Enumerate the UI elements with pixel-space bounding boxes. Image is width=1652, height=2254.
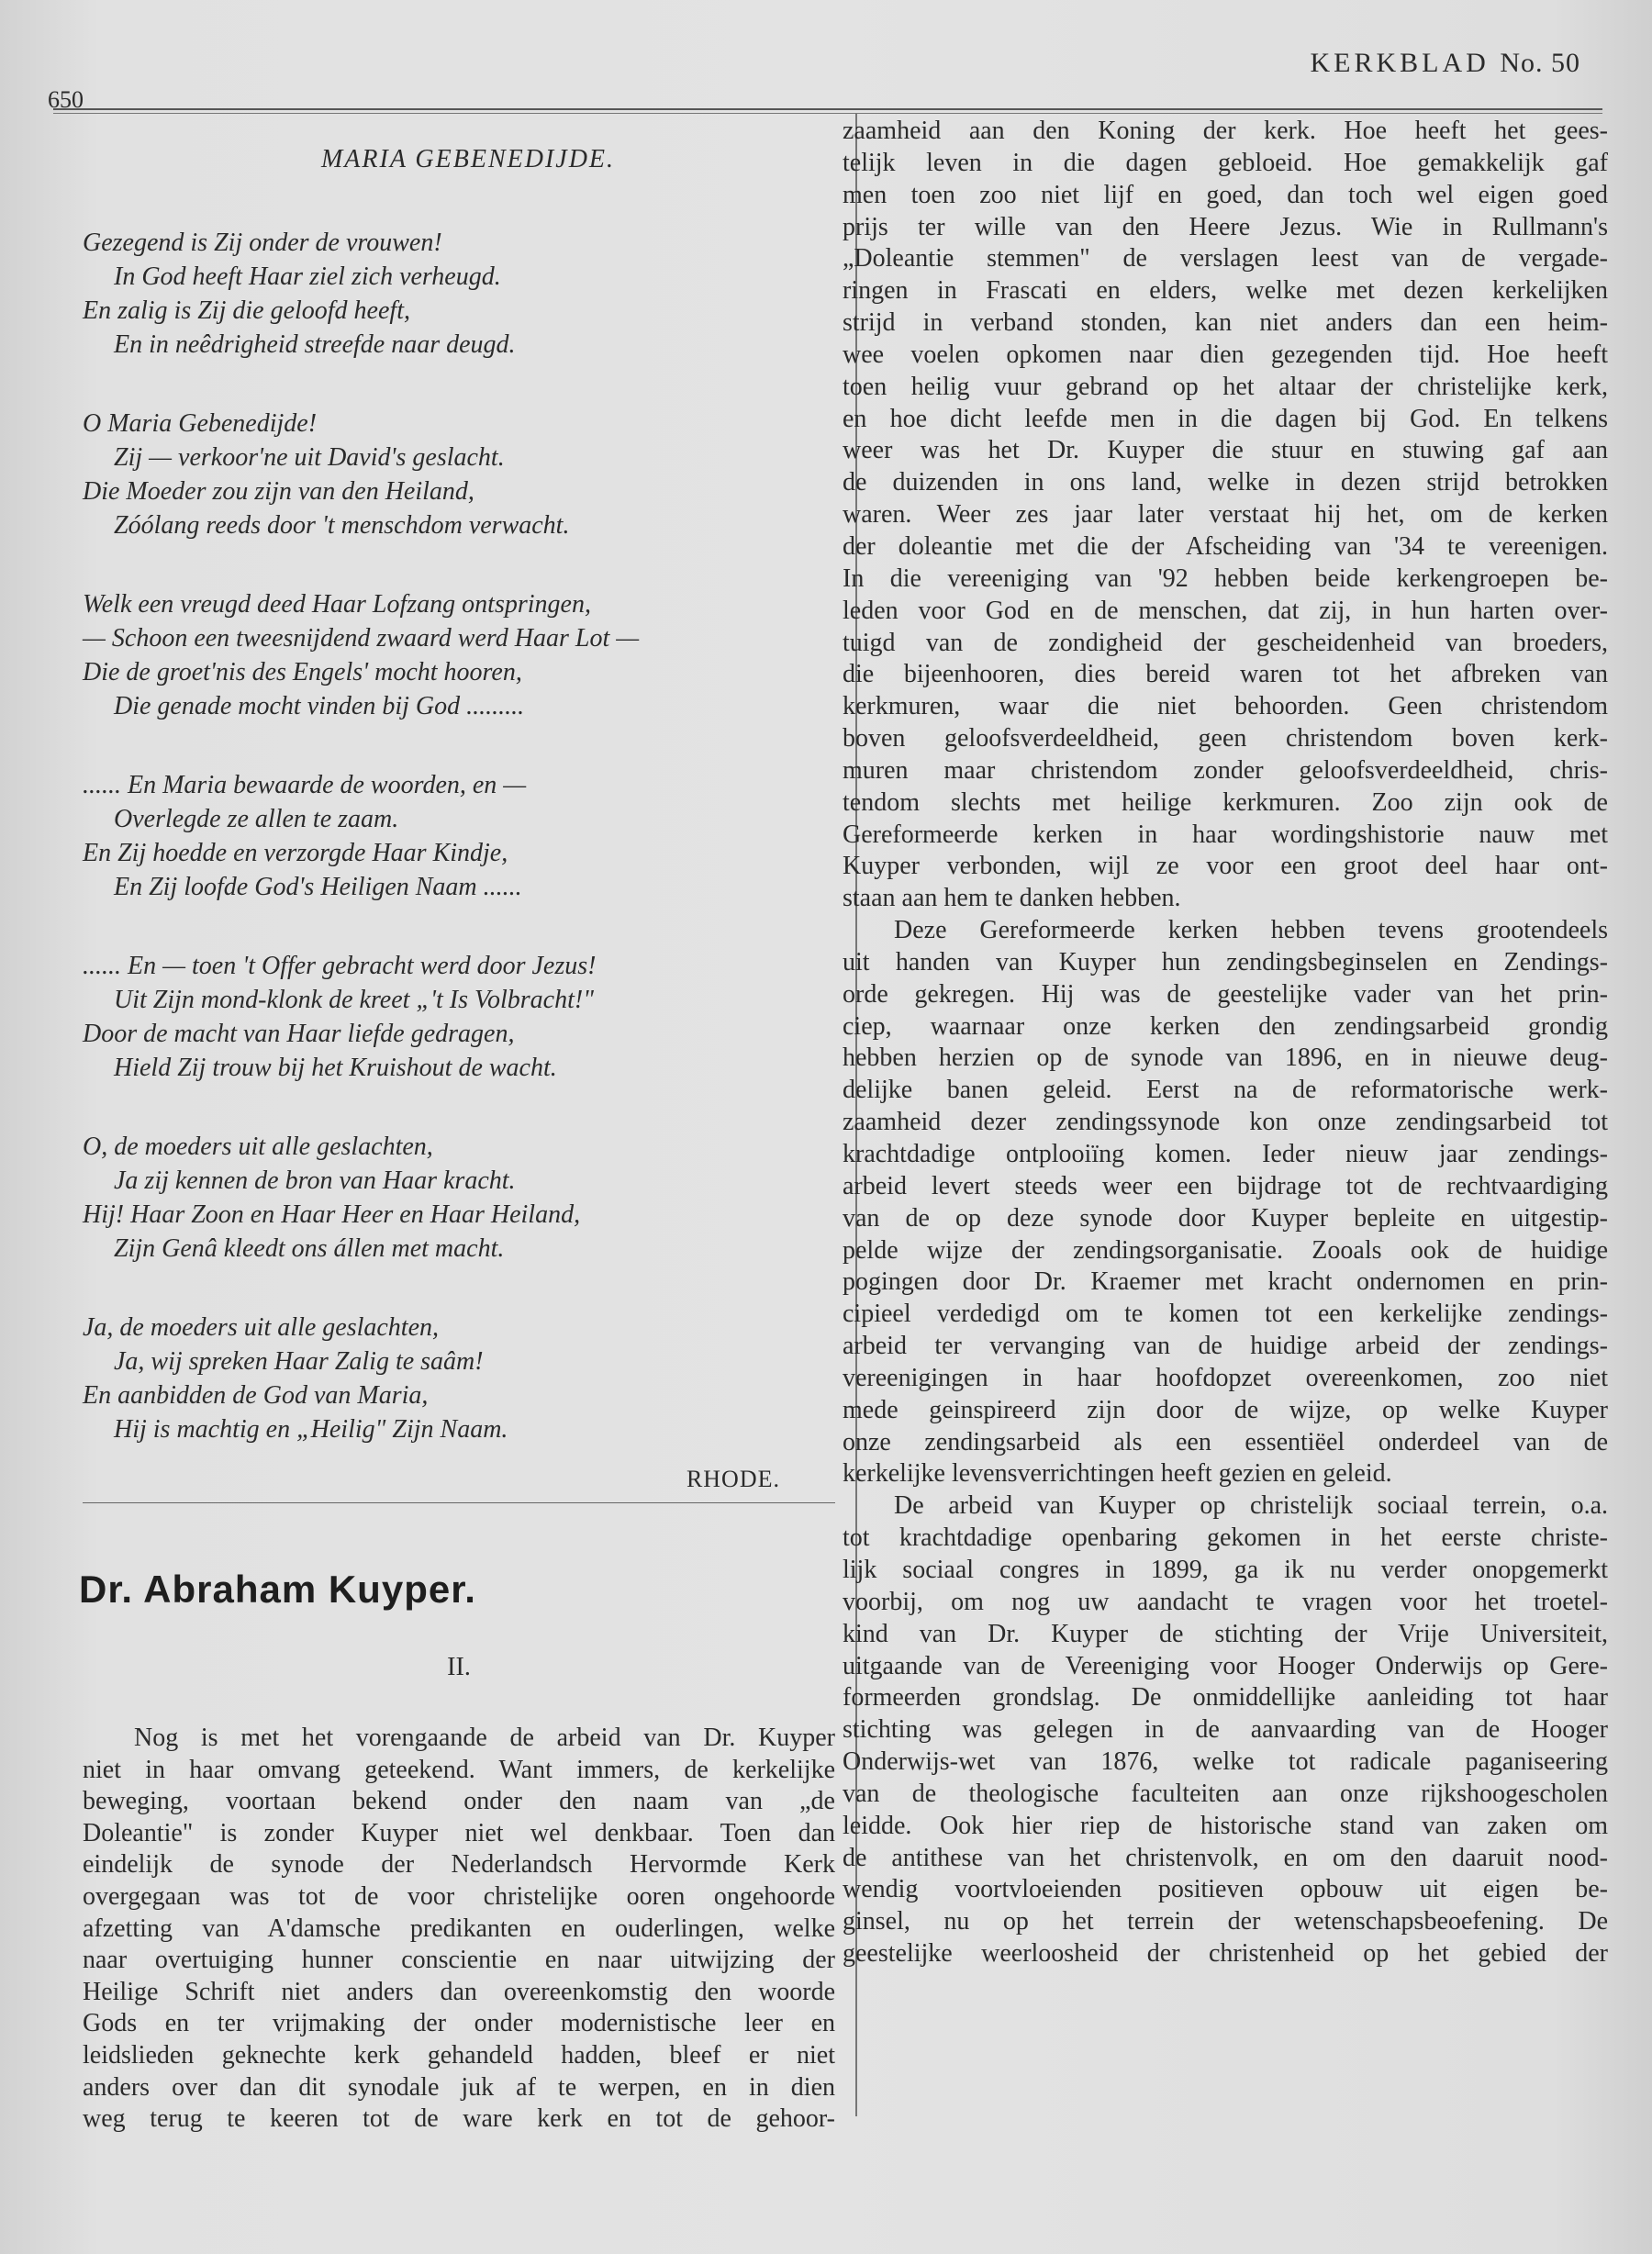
poem-line: Ja, de moeders uit alle geslachten, [83,1313,440,1342]
text-line: arbeid ter vervanging van de huidige arbeid der zendings- [843,1332,1608,1361]
text-line: de antithese van het christenvolk, en om den daaruit nood- [843,1843,1608,1872]
text-line: en hoe dicht leefde men in die dagen bij God. En telkens [843,404,1608,433]
text-line: weg terug te keeren tot de ware kerk en tot de gehoor- [83,2104,835,2134]
stanza [83,226,835,362]
text-line: tuigd van de zondigheid der gescheidenheid van broeders, [843,628,1608,657]
poem-line: Hij! Haar Zoon en Haar Heer en Haar Heiland, [83,1200,581,1229]
poem [83,226,835,1446]
issue-number: No. 50 [1500,48,1580,78]
poem-line: O Maria Gebenedijde! [83,409,318,438]
text-line: uit handen van Kuyper hun zendingsbeginselen en Zendings- [843,947,1608,976]
text-line: In die vereeniging van '92 hebben beide kerkengroepen be- [843,564,1608,593]
stanza [83,768,835,904]
poem-line: Hield Zij trouw bij het Kruishout de wacht. [114,1054,557,1082]
text-line: ringen in Frascati en elders, welke met dezen kerkelijken [843,276,1608,306]
poem-line: ...... En Maria bewaarde de woorden, en — [83,771,527,799]
text-line: leidslieden geknechte kerk gehandeld hadden, bleef er niet [83,2040,835,2070]
poem-line: En Zij hoedde en verzorgde Haar Kindje, [83,839,508,867]
poem-line: En in neêdrigheid streefde naar deugd. [114,330,516,359]
text-line: Heilige Schrift niet anders dan overeenkomstig den woorde [83,1977,835,2006]
text-line: zaamheid dezer zendingssynode kon onze zendingsarbeid tot [843,1108,1608,1137]
text-line: men toen zoo niet lijf en goed, dan toch wel eigen goed [843,180,1608,209]
text-line: wendig voortvloeienden positieven opbouw uit eigen be- [843,1875,1608,1904]
text-line: arbeid levert steeds weer een bijdrage tot de rechtvaardiging [843,1171,1608,1200]
text-line: telijk leven in die dagen gebloeid. Hoe gemakkelijk gaf [843,148,1608,177]
section-separator [83,1502,835,1503]
poem-line: En Zij loofde God's Heiligen Naam ...... [114,873,522,901]
poem-line: Ja, wij spreken Haar Zalig te saâm! [114,1347,484,1376]
text-line: naar overtuiging hunner conscientie en naar uitwijzing der [83,1946,835,1975]
text-line: De arbeid van Kuyper op christelijk sociaal terrein, o.a. [894,1491,1608,1521]
text-line: kerkmuren, waar die niet behoorden. Geen christendom [843,692,1608,721]
poem-line: Zij — verkoor'ne uit David's geslacht. [114,443,505,472]
text-line: vereenigingen in haar hoofdopzet overeenkomen, zoo niet [843,1363,1608,1392]
poem-title: MARIA GEBENEDIJDE. [320,145,616,173]
poem-line: Ja zij kennen de bron van Haar kracht. [114,1166,516,1195]
poem-line: Hij is machtig en „Heilig" Zijn Naam. [114,1415,508,1444]
text-line: anders over dan dit synodale juk af te werpen, en in dien [83,2072,835,2102]
article-title: Dr. Abraham Kuyper. [79,1568,476,1611]
text-line: beweging, voortaan bekend onder den naam van „de [83,1787,835,1816]
text-line: Nog is met het vorengaande de arbeid van Dr. Kuyper [134,1724,835,1752]
text-line: van de op deze synode door Kuyper bepleite en uitgestip- [843,1203,1608,1233]
text-line: stichting was gelegen in de aanvaarding van de Hooger [843,1715,1608,1745]
text-line: krachtdadige ontplooiïng komen. Ieder nieuw jaar zendings- [843,1140,1608,1168]
text-line: kerkelijke levensverrichtingen heeft gezien en geleid. [843,1459,1392,1489]
text-line: uitgaande van de Vereeniging voor Hooger Onderwijs op Gere- [843,1651,1608,1680]
stanza [83,1311,835,1446]
text-line: waren. Weer zes jaar later verstaat hij het, om de kerken [843,500,1608,530]
poem-line: Zóólang reeds door 't menschdom verwacht. [114,511,570,540]
text-line: tot krachtdadige openbaring gekomen in het eerste christe- [843,1523,1608,1553]
text-line: de duizenden in ons land, welke in dezen strijd betrokken [843,468,1608,497]
poem-line: Door de macht van Haar liefde gedragen, [83,1020,515,1048]
text-line: Kuyper verbonden, wijl ze voor een groot deel haar ont- [843,852,1608,881]
stanza [83,949,835,1085]
text-line: wee voelen opkomen naar dien gezegenden tijd. Hoe heeft [843,340,1608,369]
text-line: overgegaan was tot de voor christelijke ooren ongehoorde [83,1881,835,1911]
text-line: tendom slechts met heilige kerkmuren. Zoo zijn ook de [843,787,1608,817]
text-line: Gereformeerde kerken in haar wordingshistorie nauw met [843,820,1608,849]
text-line: die bijeenhooren, dies bereid waren tot het afbreken van [843,660,1608,689]
text-line: afzetting van A'damsche predikanten en ouderlingen, welke [83,1914,835,1943]
poem-line: O, de moeders uit alle geslachten, [83,1133,433,1161]
text-line: hebben herzien op de synode van 1896, en in nieuwe deug- [843,1043,1608,1073]
text-line: ciep, waarnaar onze kerken den zendingsarbeid grondig [843,1011,1608,1041]
text-line: muren maar christendom zonder geloofsverdeeldheid, chris- [843,755,1608,785]
text-line: orde gekregen. Hij was de geestelijke vader van het prin- [843,979,1608,1009]
text-line: leidde. Ook hier riep de historische stand van zaken om [843,1811,1608,1840]
poem-line: ...... En — toen 't Offer gebracht werd door Jezus! [83,952,597,980]
poem-line: Uit Zijn mond-klonk de kreet „'t Is Volbracht!" [114,986,594,1014]
text-line: boven geloofsverdeeldheid, geen christendom boven kerk- [843,724,1608,753]
poem-line: Overlegde ze allen te zaam. [114,805,399,833]
text-line: kind van Dr. Kuyper de stichting der Vrije Universiteit, [843,1619,1608,1648]
text-line: voorbij, om nog uw aandacht te vragen voor het troetel- [843,1587,1608,1616]
poem-line: Zijn Genâ kleedt ons állen met macht. [114,1234,505,1263]
text-line: strijd in verband stonden, kan niet anders dan een heim- [843,308,1608,338]
text-line: Gods en ter vrijmaking der onder modernistische leer en [83,2009,835,2038]
running-head [1310,48,1580,79]
text-line: cipieel verdedigd om te komen tot een kerkelijke zendings- [843,1300,1608,1329]
text-line: pogingen door Dr. Kraemer met kracht ondernomen en prin- [843,1267,1608,1297]
left-column [79,114,835,2136]
text-line: delijke banen geleid. Eerst na de reformatorische werk- [843,1076,1608,1105]
stanza [83,1130,835,1266]
text-line: „Doleantie stemmen" de verslagen leest van de vergade- [843,244,1608,273]
text-line: eindelijk de synode der Nederlandsch Hervormde Kerk [83,1850,835,1880]
text-line: formeerden grondslag. De onmiddellijke aanleiding tot haar [843,1683,1608,1713]
article-section-number: II. [447,1653,471,1681]
text-line: niet in haar omvang geteekend. Want immers, de kerkelijke [83,1755,835,1784]
text-line: Onderwijs-wet van 1876, welke tot radicale paganiseering [843,1747,1608,1777]
poem-line: Gezegend is Zij onder de vrouwen! [83,229,442,257]
poem-author: RHODE. [686,1466,780,1492]
text-line: van de theologische faculteiten aan onze rijkshoogescholen [843,1779,1608,1808]
text-line: ginsel, nu op het terrein der wetenschapsbeoefening. De [843,1907,1608,1936]
text-line: zaamheid aan den Koning der kerk. Hoe heeft het gees- [843,117,1608,145]
text-line: pelde wijze der zendingsorganisatie. Zooals ook de huidige [843,1235,1608,1265]
text-line: staan aan hem te danken hebben. [843,884,1181,913]
poem-line: En zalig is Zij die geloofd heeft, [83,296,410,325]
text-line: der doleantie met die der Afscheiding van '34 te vereenigen. [843,531,1608,561]
stanza [83,587,835,723]
poem-line: — Schoon een tweesnijdend zwaard werd Haar Lot — [83,624,640,653]
poem-line: Die Moeder zou zijn van den Heiland, [83,477,474,506]
text-line: Doleantie" is zonder Kuyper niet wel denkbaar. Toen dan [83,1818,835,1847]
publication-name: KERKBLAD [1310,48,1490,78]
poem-line: In God heeft Haar ziel zich verheugd. [114,262,501,291]
article-body-left [83,1723,835,2136]
text-line: leden voor God en de menschen, dat zij, in hun harten over- [843,596,1608,625]
poem-line: En aanbidden de God van Maria, [83,1381,429,1410]
text-line: lijk sociaal congres in 1899, ga ik nu verder onopgemerkt [843,1555,1608,1584]
text-line: Deze Gereformeerde kerken hebben tevens grootendeels [894,916,1608,945]
text-line: prijs ter wille van den Heere Jezus. Wie in Rullmann's [843,212,1608,241]
text-line: mede geinspireerd zijn door de wijze, op welke Kuyper [843,1395,1608,1424]
text-line: geestelijke weerloosheid der christenheid op het gebied der [843,1939,1608,1969]
text-line: toen heilig vuur gebrand op het altaar der christelijke kerk, [843,372,1608,401]
text-line: weer was het Dr. Kuyper die stuur en stuwing gaf aan [843,436,1608,465]
poem-line: Die de groet'nis des Engels' mocht hooren, [83,658,522,686]
text-line: onze zendingsarbeid als een essentiëel onderdeel van de [843,1427,1608,1456]
poem-line: Die genade mocht vinden bij God ......... [114,692,525,720]
page-number: 650 [48,86,84,113]
poem-line: Welk een vreugd deed Haar Lofzang ontspringen, [83,590,591,619]
stanza [83,407,835,542]
right-column [843,116,1608,1970]
